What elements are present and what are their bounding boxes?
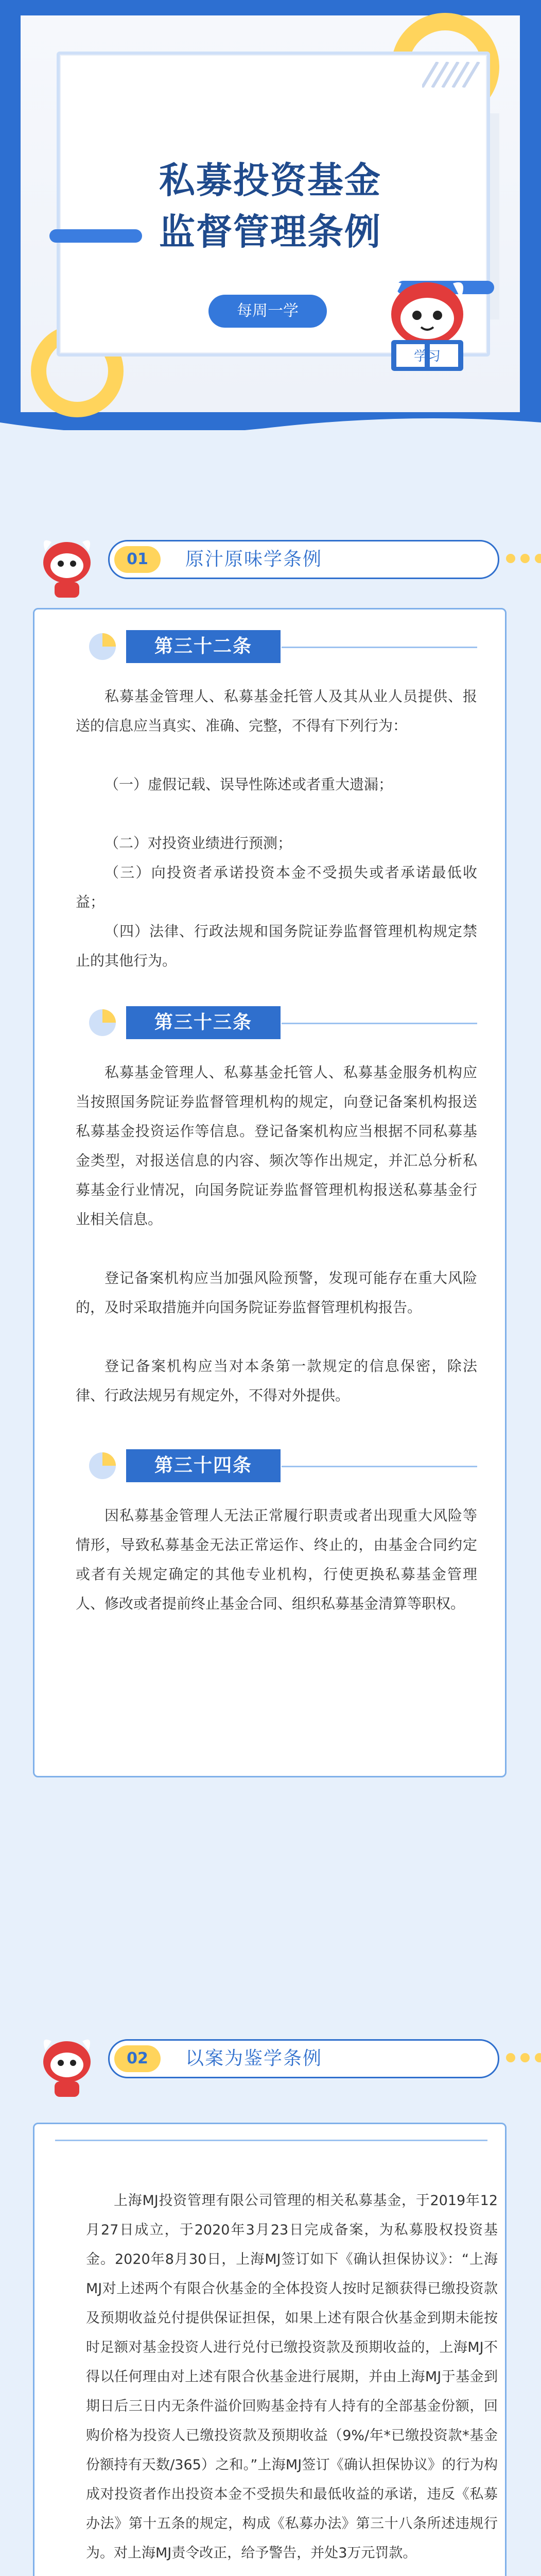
divider-line — [55, 2140, 487, 2141]
article-paragraph: 登记备案机构应当加强风险预警，发现可能存在重大风险的，及时采取措施并向国务院证券监督管理机构报告。 — [76, 1269, 477, 1316]
case-paragraph: 上海MJ投资管理有限公司管理的相关私募基金，于2019年12月27日成立，于2020年3月23日完成备案，为私募股权投资基金。2020年8月30日，上海MJ签订如下《确认担保协议》：“上海MJ对上述两个有限合伙基金的全体投资人按时足额获得已缴投资款及预期收益兑付提供保证担保，如果上述有限合伙基金到期未能按时足额对基金投资人进行兑付已缴投资款及预期收益的，上海MJ不得以任何理由对上述有限合伙基金进行展期，并由上海MJ于基金到期日后三日内无条件溢价回购基金持有人持有的全部基金份额，回购价格为投资人已缴投资款及预期收益（9%/年*已缴投资款*基金份额持有天数/365）之和。”上海MJ签订《确认担保协议》的行为构成对投资者作出投资本金不受损失和最低收益的承诺，违反《私募办法》第十五条的规定，构成《私募办法》第三十八条所述违规行为。对上海MJ责令改正，给予警告，并处3万元罚款。 — [86, 2193, 498, 2561]
section-label: 原汁原味学条例 — [185, 549, 323, 570]
section-number: 01 — [114, 546, 161, 573]
section-header-01 — [31, 531, 515, 587]
divider-line — [282, 1023, 477, 1024]
pie-icon — [86, 1006, 119, 1039]
article-header — [65, 1449, 271, 1482]
article-paragraph: 私募基金管理人、私募基金托管人及其从业人员提供、报送的信息应当真实、准确、完整，不得有下列行为： — [76, 688, 477, 734]
section-label: 以案为鉴学条例 — [185, 2048, 323, 2069]
page-title-line2: 监督管理条例 — [159, 211, 381, 253]
pie-icon — [86, 630, 119, 663]
article-paragraph: （一）虚假记载、误导性陈述或者重大遗漏； — [104, 776, 393, 793]
case-panel — [33, 2123, 507, 2576]
page-title — [57, 155, 484, 258]
article-title: 第三十四条 — [126, 1449, 281, 1482]
article-header — [65, 1006, 271, 1039]
divider-line — [282, 1466, 477, 1467]
article-title: 第三十二条 — [126, 630, 281, 663]
wave-divider — [0, 412, 541, 443]
article-title: 第三十三条 — [126, 1006, 281, 1039]
dots-decor — [504, 2052, 541, 2064]
mascot-icon — [31, 531, 103, 603]
article-header — [65, 630, 271, 663]
section-header-02 — [31, 2030, 515, 2087]
page-title-line1: 私募投资基金 — [159, 159, 381, 201]
article-paragraph: 因私募基金管理人无法正常履行职责或者出现重大风险等情形，导致私募基金无法正常运作、终止的，由基金合同约定或者有关规定确定的其他专业机构，行使更换私募基金管理人、修改或者提前终止基金合同、组织私募基金清算等职权。 — [76, 1507, 477, 1612]
article-paragraph: （四）法律、行政法规和国务院证券监督管理机构规定禁止的其他行为。 — [76, 923, 477, 969]
mascot-sign-text: 学习 — [413, 349, 441, 364]
article-paragraph: （二）对投资业绩进行预测； — [104, 835, 292, 852]
subtitle-badge: 每周一学 — [208, 295, 327, 328]
pie-icon — [86, 1449, 119, 1482]
article-paragraph: 私募基金管理人、私募基金托管人、私募基金服务机构应当按照国务院证券监督管理机构的规定，向登记备案机构报送私募基金投资运作等信息。登记备案机构应当根据不同私募基金类型，对报送信息的内容、频次等作出规定，并汇总分析私募基金行业情况，向国务院证券监督管理机构报送私募基金行业相关信息。 — [76, 1064, 477, 1228]
header-banner — [0, 0, 541, 430]
article-paragraph: （三）向投资者承诺投资本金不受损失或者承诺最低收益； — [76, 864, 477, 910]
divider-line — [282, 647, 477, 648]
decor-stripes — [422, 62, 484, 88]
mascot-icon — [31, 2030, 103, 2102]
section-number: 02 — [114, 2045, 161, 2072]
articles-panel — [33, 608, 507, 1777]
mascot-with-book-icon — [371, 258, 484, 381]
article-paragraph: 登记备案机构应当对本条第一款规定的信息保密，除法律、行政法规另有规定外，不得对外提供。 — [76, 1358, 477, 1404]
dots-decor — [504, 552, 541, 565]
